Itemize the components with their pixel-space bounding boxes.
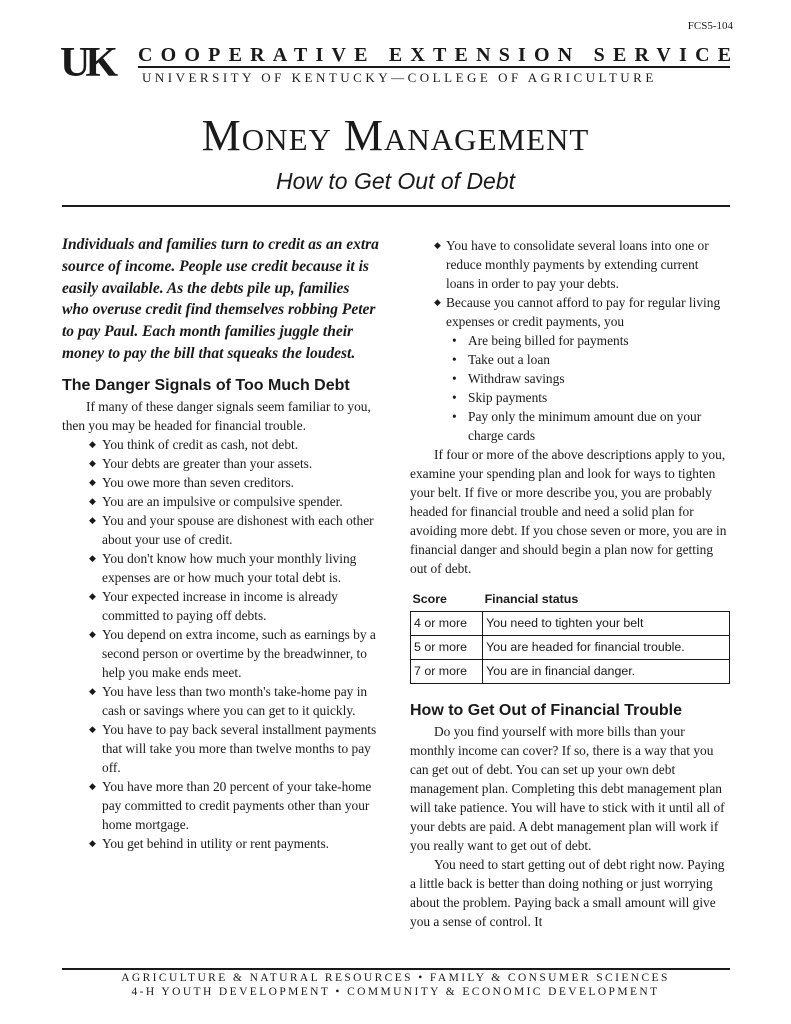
list-item: ◆ You have less than two month's take-home pay in cash or savings where you can get to it quickly. <box>62 682 380 720</box>
right-column <box>410 236 730 931</box>
footer-line-2: 4-H YOUTH DEVELOPMENT • COMMUNITY & ECONOMIC DEVELOPMENT <box>131 986 660 998</box>
table-cell: You need to tighten your belt <box>483 612 730 636</box>
uk-logo: UK <box>60 40 113 86</box>
table-header-status: Financial status <box>484 592 579 606</box>
table-row <box>411 636 730 660</box>
list-item: ◆ You owe more than seven creditors. <box>62 473 380 492</box>
footer-line-1: AGRICULTURE & NATURAL RESOURCES • FAMILY & CONSUMER SCIENCES <box>121 972 670 984</box>
list-item: ◆ You have to pay back several installment payments that will take you more than twelve months to pay off. <box>62 720 380 777</box>
sub-list-item: • Withdraw savings <box>410 369 730 388</box>
danger-list <box>62 435 380 853</box>
left-column <box>62 234 380 853</box>
table-cell: 5 or more <box>411 636 483 660</box>
list-item: ◆ You have more than 20 percent of your take-home pay committed to credit payments other than your home mortgage. <box>62 777 380 834</box>
sub-list <box>410 331 730 445</box>
list-item: ◆ You depend on extra income, such as earnings by a second person or overtime by the breadwinner, to help you make ends meet. <box>62 625 380 682</box>
list-item: ◆ Your expected increase in income is already committed to paying off debts. <box>62 587 380 625</box>
list-item: ◆ Because you cannot afford to pay for regular living expenses or credit payments, you <box>410 293 730 331</box>
score-paragraph: If four or more of the above descriptions apply to you, examine your spending plan and look for ways to tighten your belt. If five or more describe you, you are probably headed for financial trouble and need a solid plan for avoiding more debt. If you chose seven or more, you are in financial danger and should begin a plan now for getting out of debt. <box>410 447 727 576</box>
header-rule <box>138 66 730 68</box>
table-cell: You are headed for financial trouble. <box>483 636 730 660</box>
danger-lead: If many of these danger signals seem familiar to you, then you may be headed for financial trouble. <box>62 398 371 433</box>
list-item: ◆ You don't know how much your monthly living expenses are or how much your total debt is. <box>62 549 380 587</box>
publication-code: FCS5-104 <box>687 20 733 32</box>
danger-list-continued <box>410 236 730 331</box>
university-name: UNIVERSITY OF KENTUCKY—COLLEGE OF AGRICULTURE <box>142 70 657 85</box>
sub-list-item: • Skip payments <box>410 388 730 407</box>
intro-paragraph: Individuals and families turn to credit as an extra source of income. People use credit because it is easily available. As the debts pile up, families who overuse credit find themselves robbing Peter to pay Paul. Each month families juggle their money to pay the bill that squeaks the loudest. <box>62 236 379 362</box>
score-table <box>410 588 730 684</box>
page-subtitle: How to Get Out of Debt <box>275 168 516 194</box>
footer-rule <box>62 968 730 970</box>
list-item: ◆ You get behind in utility or rent payments. <box>62 834 380 853</box>
list-item: ◆ Your debts are greater than your assets. <box>62 454 380 473</box>
sub-list-item: • Pay only the minimum amount due on your charge cards <box>410 407 730 445</box>
sub-list-item: • Are being billed for payments <box>410 331 730 350</box>
title-rule <box>62 205 730 207</box>
table-row <box>411 612 730 636</box>
trouble-paragraph: Do you find yourself with more bills than your monthly income can cover? If so, there is a way that you can get out of debt. You can set up your own debt management plan. Completing this debt management plan will take patience. You will have to stick with it until all of your debts are paid. A debt management plan will work if you really want to get out of debt. <box>410 724 725 853</box>
sub-list-item: • Take out a loan <box>410 350 730 369</box>
start-paragraph: You need to start getting out of debt right now. Paying a little back is better than doing nothing or just worrying about the problem. Paying back a small amount will give you a sense of control. It <box>410 857 725 929</box>
table-cell: 7 or more <box>411 660 483 684</box>
org-name: COOPERATIVE EXTENSION SERVICE <box>138 44 740 66</box>
list-item: ◆ You and your spouse are dishonest with each other about your use of credit. <box>62 511 380 549</box>
trouble-heading: How to Get Out of Financial Trouble <box>410 702 682 719</box>
table-cell: 4 or more <box>411 612 483 636</box>
table-cell: You are in financial danger. <box>483 660 730 684</box>
list-item: ◆ You are an impulsive or compulsive spender. <box>62 492 380 511</box>
page-title: Money Management <box>201 111 590 160</box>
table-row <box>411 660 730 684</box>
table-header-score: Score <box>412 592 447 606</box>
danger-heading: The Danger Signals of Too Much Debt <box>62 376 350 394</box>
list-item: ◆ You think of credit as cash, not debt. <box>62 435 380 454</box>
list-item: ◆ You have to consolidate several loans into one or reduce monthly payments by extending current loans in order to pay your debts. <box>410 236 730 293</box>
